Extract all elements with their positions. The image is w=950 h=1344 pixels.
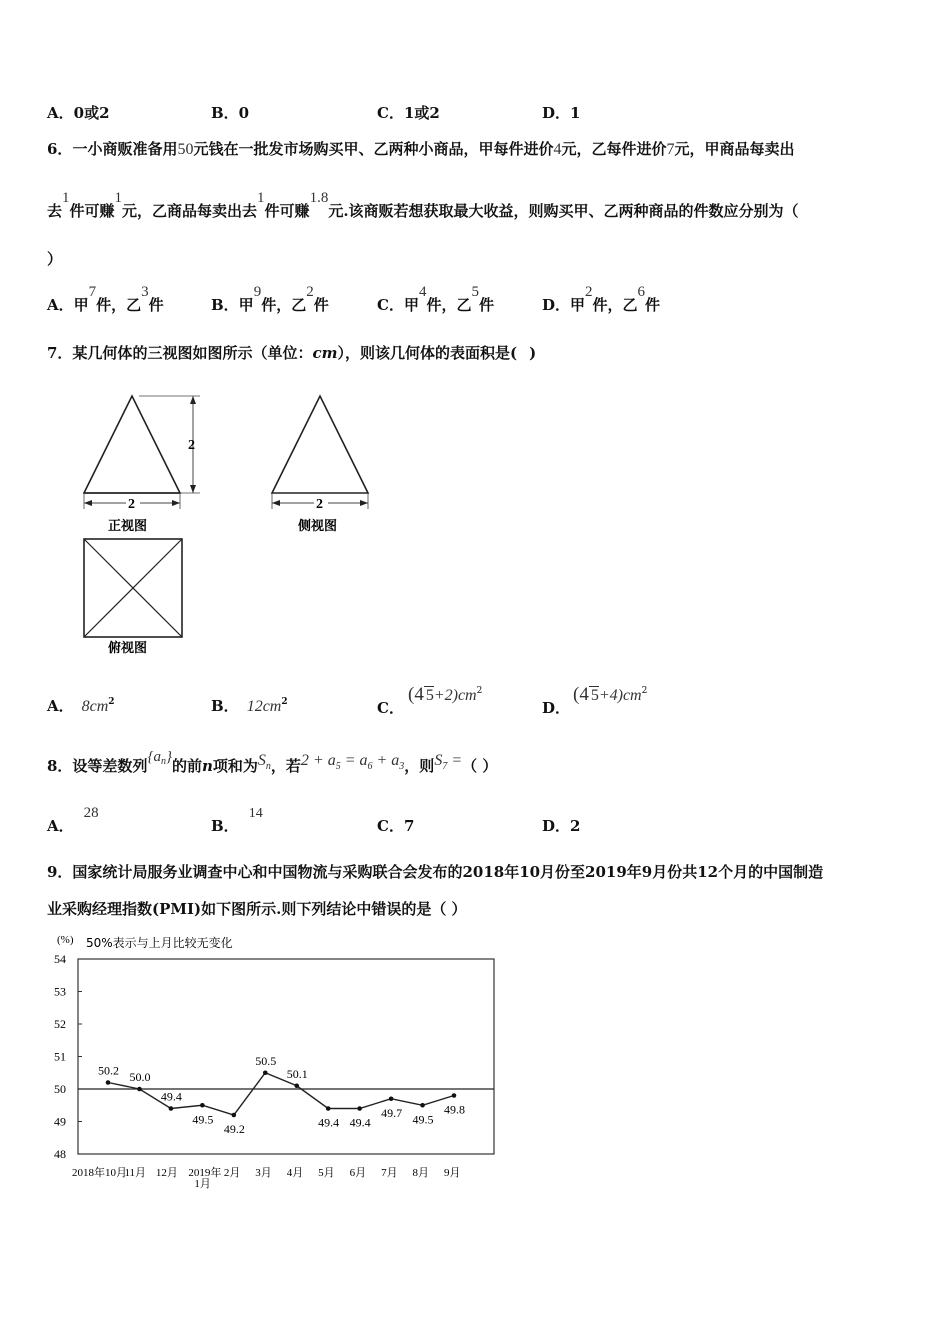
front-width-arrow-right	[172, 500, 180, 506]
data-label: 50.1	[286, 1066, 308, 1081]
x-tick-label: 7月	[381, 1167, 398, 1179]
x-tick-label: 3月	[255, 1167, 272, 1179]
three-view-diagram	[70, 385, 390, 665]
chart-data-points	[106, 1070, 457, 1117]
q9-line1: 9．国家统计局服务业调查中心和中国物流与采购联合会发布的2018年10月份至2019年9月份共12个月的中国制造	[47, 863, 824, 881]
data-label: 49.5	[192, 1112, 214, 1127]
data-label: 50.5	[255, 1053, 277, 1068]
q8-stem: 8．设等差数列$\{a^n\}$的前n项和为Sn，若2 + a5 = a6 + a3，则S7 =（ ）	[47, 749, 498, 775]
side-view-caption: 侧视图	[298, 519, 338, 534]
q6-option-b: B．甲9件，乙2件	[211, 284, 329, 314]
q6-line1: 6．一小商贩准备用50元钱在一批发市场购买甲、乙两种小商品，甲每件进价4元，乙每件进价7元，甲商品每卖出	[47, 140, 795, 158]
q9-line2: 业采购经理指数(PMI)如下图所示.则下列结论中错误的是（ ）	[47, 900, 467, 918]
q8-option-c: C．7	[377, 817, 415, 835]
q5-option-c: C．1或2	[377, 104, 440, 122]
q5-option-a: A．0或2	[47, 104, 110, 122]
data-label: 49.5	[412, 1112, 434, 1127]
data-point	[326, 1106, 331, 1111]
data-point	[106, 1080, 111, 1085]
q6-line3: ）	[47, 250, 63, 268]
x-tick-label: 12月	[155, 1167, 178, 1179]
y-tick-label: 50	[54, 1082, 66, 1096]
chart-y-unit: (%)	[57, 934, 74, 946]
x-tick-label: 9月	[444, 1167, 461, 1179]
y-tick-label: 53	[54, 984, 66, 999]
q7-option-d-label: D．	[542, 699, 571, 717]
front-width-label: 2	[128, 497, 135, 512]
data-label: 49.8	[444, 1102, 465, 1117]
data-point	[357, 1106, 362, 1111]
q5-option-d: D．1	[542, 104, 581, 122]
x-tick-label: 5月	[318, 1167, 335, 1179]
x-tick-label: 2019年	[188, 1167, 222, 1179]
data-point	[232, 1113, 237, 1118]
q6-option-a: A．甲7件，乙3件	[47, 284, 164, 314]
q7-option-a: A． $8cm^2$	[47, 697, 115, 715]
height-arrow-top	[190, 396, 196, 404]
y-tick-label: 49	[54, 1114, 66, 1129]
chart-x-ticks	[72, 1165, 461, 1190]
data-point	[200, 1103, 205, 1108]
x-tick-label: 8月	[412, 1167, 430, 1179]
q6-option-d: D．甲2件，乙6件	[542, 284, 661, 314]
height-dim-label: 2	[188, 438, 195, 453]
q8-option-a: A．28	[47, 805, 99, 835]
x-tick-label: 6月	[349, 1167, 367, 1179]
q7-option-b: B． $12cm^2$	[211, 697, 288, 715]
x-tick-label: 2月	[223, 1167, 241, 1179]
data-label: 49.7	[381, 1105, 403, 1120]
data-point	[420, 1103, 425, 1108]
chart-data-labels	[98, 1054, 465, 1136]
data-point	[169, 1106, 174, 1111]
y-tick-label: 51	[54, 1049, 66, 1064]
height-arrow-bottom	[190, 485, 196, 493]
q7-stem: 7．某几何体的三视图如图所示（单位：cm），则该几何体的表面积是( )	[47, 344, 537, 362]
data-point	[452, 1093, 457, 1098]
x-tick-label-extra: 1月	[194, 1178, 211, 1190]
chart-title: 50%表示与上月比较无变化	[86, 936, 233, 950]
side-width-arrow-left	[272, 500, 280, 506]
data-label: 49.2	[223, 1122, 245, 1136]
data-label: 49.4	[349, 1115, 371, 1130]
x-tick-label: 2018年10月	[72, 1167, 127, 1179]
y-tick-label: 52	[54, 1017, 66, 1031]
y-tick-label: 54	[54, 952, 66, 966]
q7-option-c-label: C．	[377, 699, 404, 717]
q8-option-d: D．2	[542, 817, 581, 835]
chart-series-line	[108, 1073, 454, 1115]
front-width-arrow-left	[84, 500, 92, 506]
q7-option-c-expr: (4 $5+2)cm^2$	[408, 684, 483, 705]
data-label: 50.2	[98, 1063, 119, 1078]
x-tick-label: 11月	[124, 1167, 147, 1179]
q7-option-d-expr: (4 $5+4)cm^2$	[573, 684, 648, 705]
q5-option-b: B．0	[211, 104, 250, 122]
data-label: 50.0	[129, 1070, 151, 1084]
side-view-triangle	[272, 396, 368, 493]
side-width-label: 2	[316, 497, 323, 512]
data-point	[263, 1070, 268, 1075]
data-point	[294, 1083, 299, 1088]
q6-option-c: C．甲4件，乙5件	[377, 284, 494, 314]
side-width-arrow-right	[360, 500, 368, 506]
top-view-caption: 俯视图	[108, 641, 148, 656]
data-point	[389, 1096, 394, 1101]
y-tick-label: 48	[54, 1147, 66, 1161]
data-label: 49.4	[318, 1115, 340, 1130]
data-label: 49.4	[160, 1089, 182, 1104]
data-point	[137, 1087, 142, 1092]
front-view-caption: 正视图	[108, 519, 148, 534]
pmi-line-chart	[50, 928, 500, 1193]
q6-line2: 去1件可赚1元，乙商品每卖出去1件可赚1.8元.该商贩若想获取最大收益，则购买甲、乙两种商品的件数应分别为（	[47, 190, 799, 220]
x-tick-label: 4月	[286, 1167, 304, 1179]
front-view-triangle	[84, 396, 180, 493]
q8-option-b: B．14	[211, 806, 263, 835]
